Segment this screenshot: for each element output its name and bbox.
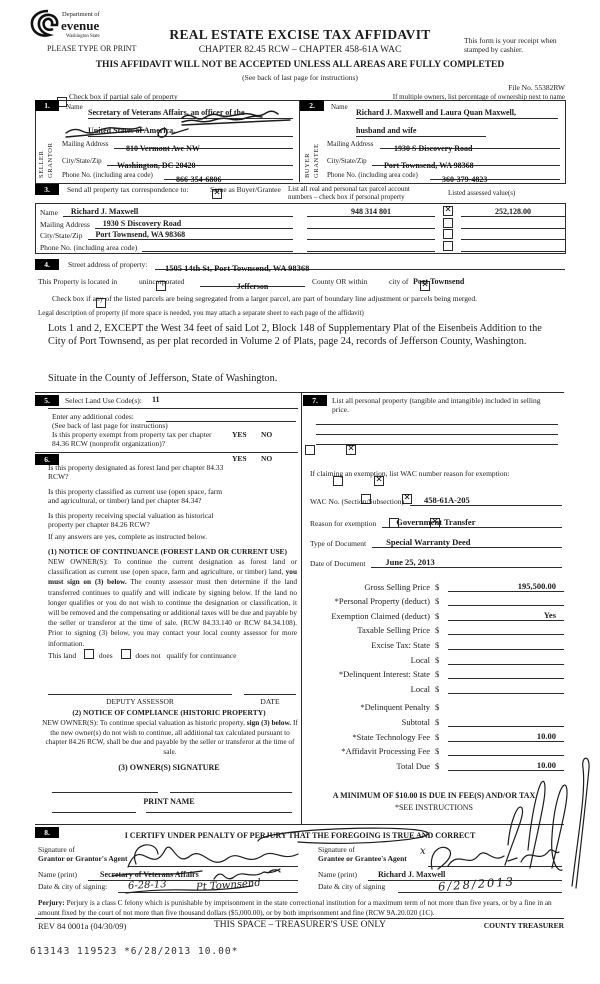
owner-signature-line-1[interactable] — [52, 792, 158, 793]
city-of-label: city of — [389, 277, 409, 286]
doc-date-value: June 25, 2013 — [371, 558, 562, 568]
additional-codes-field[interactable] — [146, 412, 296, 422]
assessed-value-2 — [461, 228, 565, 229]
forest-land-question: Is this property designated as forest land per chapter 84.33 RCW? — [48, 463, 224, 482]
corr-city-value: Port Townsend, WA 98368 — [88, 230, 294, 240]
grantee-agent-label: Grantee or Grantee's Agent — [318, 854, 407, 863]
buyer-mailing-field[interactable] — [380, 138, 560, 153]
parcel-header-line2: numbers – check box if personal property — [288, 193, 405, 201]
wac-value: 458-61A-205 — [410, 496, 562, 506]
certify-statement: I CERTIFY UNDER PENALTY OF PERJURY THAT THE FOREGOING IS TRUE AND CORRECT — [124, 831, 476, 840]
delinquent-penalty-row[interactable] — [306, 698, 564, 713]
assessed-value-4 — [461, 251, 565, 252]
buyer-city-label: City/State/Zip — [327, 157, 367, 165]
land-use-code-value[interactable]: 11 — [152, 395, 160, 404]
perjury-paragraph — [38, 898, 565, 917]
current-use-question: Is this property classified as current use (open space, farm and agricultural, or timber) land per chapter 84.34? — [48, 487, 223, 506]
grantee-signature-line[interactable] — [428, 866, 562, 867]
notice2-title: (2) NOTICE OF COMPLIANCE (HISTORIC PROPERTY) — [72, 708, 266, 717]
seller-phone-label: Phone No. (including area code) — [62, 171, 153, 179]
see-back-note: (See back of last page for instructions) — [242, 73, 358, 82]
grantor-name-print-label: Name (print) — [38, 870, 77, 879]
columns-divider — [301, 392, 302, 824]
does-not-checkbox[interactable] — [121, 649, 131, 659]
continuance-post: qualify for continuance — [166, 651, 237, 660]
perjury-text: Perjury is a class C felony which is punishable by imprisonment in the state correctional institution for a maximum term of not more than five years, or by a fine in an amount fixed by the court of not more than five thousand dollars ($5,000.00), or by both imprisonment and fine (RCW 9A.20.020 (1C). — [38, 898, 552, 917]
legal-description-text: Lots 1 and 2, EXCEPT the West 34 feet of said Lot 2, Block 148 of Supplementary Plat of the Eisenbeis Addition to the City of Port Townsend, as per plat recorded in Volume 2 of Plats, page 24, records of Jefferson County, Washington. — [48, 323, 542, 347]
exempt-no-checkbox[interactable] — [346, 445, 356, 455]
section2-number: 2. — [300, 100, 324, 111]
seller-mailing-value: 810 Vermont Ave NW — [126, 144, 200, 153]
seller-city-value: Washington, DC 20420 — [117, 161, 196, 170]
doc-date-label: Date of Document — [310, 559, 366, 568]
seller-phone-field[interactable] — [164, 169, 293, 184]
grantee-name-value: Richard J. Maxwell — [378, 870, 446, 879]
money-label: *Affidavit Processing Fee — [341, 746, 430, 757]
dollar-sign: $ — [435, 639, 440, 650]
buyer-name-line1: Richard J. Maxwell and Laura Quan Maxwell, — [356, 108, 558, 119]
delinquent-interest-local-row[interactable] — [306, 679, 564, 694]
does-not-label: does not — [135, 651, 161, 660]
section6-yes-header: YES — [232, 454, 247, 463]
seller-side-label — [37, 126, 55, 178]
seller-side-word1: SELLER — [38, 150, 45, 178]
corr-name-value: Richard J. Maxwell — [63, 207, 293, 217]
warning-line: THIS AFFIDAVIT WILL NOT BE ACCEPTED UNLESS ALL AREAS ARE FULLY COMPLETED — [95, 60, 505, 70]
section7-number: 7. — [303, 395, 327, 406]
grantor-city-handwritten: Pt Townsend — [195, 877, 262, 894]
doc-type-label: Type of Document — [310, 539, 367, 548]
dollar-sign: $ — [435, 716, 440, 727]
situate-text: Situate in the County of Jefferson, State of Washington. — [48, 373, 278, 384]
money-value — [448, 634, 564, 635]
affidavit-processing-fee-row[interactable] — [306, 742, 564, 757]
money-value — [448, 693, 564, 694]
additional-codes-label: Enter any additional codes: — [52, 412, 134, 421]
excise-tax-state-row[interactable] — [306, 635, 564, 650]
wac-label: WAC No. (Section/Subsection) — [310, 497, 404, 506]
exempt-question: Is this property exempt from property tax per chapter 84.36 RCW (nonprofit organization)? — [52, 430, 212, 449]
seller-side-word2: GRANTOR — [47, 142, 54, 178]
logo-brand-text: evenue — [61, 18, 100, 33]
county-treasurer-label: COUNTY TREASURER — [483, 921, 564, 930]
grantee-date-handwritten: 6/28/2013 — [437, 874, 516, 894]
owner-signature-line-2[interactable] — [170, 792, 292, 793]
historical-question: Is this property receiving special valuation as historical property per chapter 84.26 RCW? — [48, 511, 214, 530]
notice2-text-c: If the new owner(s) do not wish to continue, all additional tax calculated pursuant to chapter 84.26 RCW, shall be due and payable by the seller or transferor at the time of sale. — [45, 718, 298, 756]
legal-description-label: Legal description of property (if more space is needed, you may attach a separate sheet to each page of the affidavit) — [38, 309, 364, 317]
perjury-label: Perjury: — [38, 898, 65, 907]
section3-number: 3. — [35, 184, 59, 195]
form-chapter: CHAPTER 82.45 RCW – CHAPTER 458-61A WAC — [198, 45, 402, 55]
dollar-sign: $ — [435, 683, 440, 694]
delinquent-interest-state-row[interactable] — [306, 665, 564, 680]
wac-row[interactable] — [310, 496, 562, 506]
parcel-header-line1: List all real and personal tax parcel account — [288, 185, 410, 193]
seller-phone-value: 866-354-6806 — [176, 175, 222, 184]
doc-type-value: Special Warranty Deed — [372, 538, 562, 548]
dollar-sign: $ — [435, 654, 440, 665]
grantee-x-mark: x — [420, 846, 426, 857]
located-in-label: This Property is located in — [38, 277, 118, 286]
buyer-mailing-label: Mailing Address — [327, 140, 374, 148]
print-name-line-1[interactable] — [52, 812, 136, 813]
personal-property-label: List all personal property (tangible and intangible) included in selling price. — [332, 396, 541, 415]
buyer-name-label: Name — [331, 103, 348, 111]
section4-number: 4. — [35, 259, 59, 270]
please-type-or-print: PLEASE TYPE OR PRINT — [47, 44, 137, 53]
partial-sale-label: Check box if partial sale of property — [69, 92, 178, 101]
corr-phone-value — [142, 251, 293, 252]
dollar-sign: $ — [435, 702, 440, 713]
logo-dept-text: Department of — [62, 11, 100, 18]
grantee-date-line[interactable] — [398, 892, 562, 893]
treasurer-space-label: THIS SPACE – TREASURER'S USE ONLY — [213, 920, 387, 930]
does-label: does — [98, 651, 113, 660]
seller-mailing-label: Mailing Address — [62, 140, 109, 148]
deputy-date-line[interactable] — [244, 694, 296, 695]
unincorporated-label: unincorporated — [139, 277, 185, 286]
money-value — [448, 649, 564, 650]
money-label: Taxable Selling Price — [357, 625, 430, 636]
total-due-row[interactable] — [306, 756, 564, 771]
segregated-label: Check box if any of the listed parcels are being segregated from a larger parcel, are part of boundary line adjustment or parcels being merged. — [52, 294, 477, 303]
exemption-note: If claiming an exemption, list WAC number reason for exemption: — [310, 469, 510, 478]
section5-see-back: (See back of last page for instructions) — [52, 421, 168, 430]
multiple-owners-note: If multiple owners, list percentage of ownership next to name — [392, 93, 565, 101]
seller-name-label: Name — [66, 103, 83, 111]
parcel-personal-checkbox-1[interactable] — [443, 206, 453, 216]
section5-rule — [48, 408, 298, 409]
reason-row[interactable] — [310, 518, 562, 528]
personal-property-line-2[interactable] — [316, 434, 558, 435]
money-label: Local — [410, 683, 430, 694]
see-instructions-note: *SEE INSTRUCTIONS — [394, 803, 473, 812]
buyer-phone-field[interactable] — [430, 169, 560, 184]
corr-name-label: Name — [40, 208, 58, 218]
money-value — [448, 605, 564, 606]
county-or-label: County OR within — [312, 277, 368, 286]
reason-value: Government Transfer — [382, 518, 562, 528]
money-label: *State Technology Fee — [352, 731, 430, 742]
money-value — [448, 664, 564, 665]
if-yes-note: If any answers are yes, complete as instructed below. — [48, 532, 208, 541]
dollar-sign: $ — [435, 610, 440, 621]
city-of-value: Port Townsend — [413, 277, 465, 286]
grantor-signature-line[interactable] — [128, 866, 298, 867]
gross-selling-price-row[interactable] — [306, 577, 564, 592]
buyer-city-value: Port Townsend, WA 98368 — [384, 161, 474, 170]
exemption-claimed-row[interactable] — [306, 606, 564, 621]
land-use-label: Select Land Use Code(s): — [65, 396, 142, 405]
parties-divider — [299, 100, 300, 182]
money-label: Excise Tax: State — [371, 639, 430, 650]
money-value — [448, 755, 564, 756]
grantor-name-line[interactable] — [88, 880, 298, 881]
seller-name-line1: Secretary of Veterans Affairs, an officer of the — [88, 108, 293, 119]
deputy-assessor-line[interactable] — [48, 694, 232, 695]
money-label: Local — [410, 654, 430, 665]
dollar-sign: $ — [435, 669, 440, 680]
buyer-side-word2: GRANTEE — [313, 143, 320, 178]
notice2-text-a: NEW OWNER(S): To continue special valuation as historic property, — [42, 718, 247, 727]
money-label: Gross Selling Price — [364, 581, 430, 592]
money-value — [448, 678, 564, 679]
section6-no-header: NO — [261, 454, 273, 463]
parcel-number-2 — [307, 228, 435, 229]
doc-type-row[interactable] — [310, 538, 562, 548]
section6-top-rule — [35, 452, 298, 453]
money-label: Exemption Claimed (deduct) — [331, 610, 430, 621]
notice2-text-b: sign (3) below. — [246, 718, 292, 727]
excise-tax-local-row[interactable] — [306, 650, 564, 665]
assessed-value-1: 252,128.00 — [461, 207, 565, 217]
section8-number: 8. — [35, 827, 59, 838]
correspondence-box — [35, 203, 566, 254]
dollar-sign: $ — [435, 625, 440, 636]
treasurer-stamp: 613143 119523 *6/28/2013 10.00* — [30, 946, 239, 957]
buyer-name-field[interactable] — [356, 102, 558, 138]
minimum-due-note: A MINIMUM OF $10.00 IS DUE IN FEE(S) AND/OR TAX — [332, 791, 536, 800]
exempt-yes-checkbox[interactable] — [305, 445, 315, 455]
section1-number: 1. — [35, 100, 59, 111]
personal-property-line-1[interactable] — [316, 424, 558, 425]
county-value: Jefferson — [236, 282, 269, 291]
money-value — [448, 726, 564, 727]
section6-number: 6. — [35, 454, 59, 465]
grantee-name-print-label: Name (print) — [318, 870, 357, 879]
grantor-agent-label: Grantor or Grantor's Agent — [38, 854, 128, 863]
county-field[interactable] — [200, 276, 305, 291]
print-name-line-2[interactable] — [146, 812, 292, 813]
section5-yes-header: YES — [232, 430, 247, 439]
grantor-signature-of-label: Signature of — [38, 845, 75, 854]
buyer-phone-label: Phone No. (including area code) — [327, 171, 418, 179]
footer-rule — [35, 918, 564, 919]
buyer-city-field[interactable] — [372, 155, 560, 170]
seller-mailing-field[interactable] — [114, 138, 293, 153]
personal-property-line-3[interactable] — [316, 444, 558, 445]
grantor-date-handwritten: 6-28-13 — [127, 878, 167, 893]
deputy-assessor-label: DEPUTY ASSESSOR — [106, 697, 174, 706]
grantor-date-label: Date & city of signing: — [38, 882, 108, 891]
parcel-personal-checkbox-4[interactable] — [443, 241, 453, 251]
dollar-sign: $ — [435, 581, 440, 592]
money-label: *Personal Property (deduct) — [334, 596, 430, 607]
notice2-paragraph — [42, 718, 298, 756]
money-value: 195,500.00 — [448, 581, 564, 592]
money-value: Yes — [448, 610, 564, 621]
parcel-number-3 — [307, 239, 435, 240]
receipt-note: This form is your receipt when stamped by cashier. — [464, 36, 557, 55]
money-value: 10.00 — [448, 760, 564, 771]
same-as-buyer-label: Same as Buyer/Grantee — [210, 185, 281, 194]
reason-label: Reason for exemption — [310, 519, 377, 528]
dollar-sign: $ — [435, 596, 440, 607]
buyer-side-label — [303, 126, 321, 178]
parcel-row[interactable] — [36, 229, 565, 240]
does-checkbox[interactable] — [84, 649, 94, 659]
taxable-selling-price-row[interactable] — [306, 621, 564, 636]
buyer-name-line2: husband and wife — [356, 126, 486, 137]
doc-date-row[interactable] — [310, 558, 562, 568]
file-number: File No. 55382RW — [508, 83, 565, 92]
street-address-field[interactable] — [155, 258, 565, 273]
grantor-name-handwritten-scribble — [214, 869, 280, 879]
grantee-date-label: Date & city of signing — [318, 882, 386, 891]
street-address-label: Street address of property: — [68, 260, 148, 269]
logo-state-text: Washington State — [66, 34, 100, 39]
parcel-row[interactable] — [36, 217, 565, 228]
dollar-sign: $ — [435, 731, 440, 742]
deputy-date-label: DATE — [260, 697, 280, 706]
continuance-row — [48, 649, 236, 660]
parcel-personal-checkbox-3[interactable] — [443, 229, 453, 239]
buyer-mailing-value: 1930 S Discovery Road — [394, 144, 473, 153]
dollar-sign: $ — [435, 760, 440, 771]
notice1-paragraph — [48, 557, 297, 649]
notice1-text-b: you must sign on (3) below. — [48, 567, 297, 587]
corr-phone-label: Phone No. (including area code) — [40, 242, 138, 252]
parcel-row[interactable] — [36, 206, 565, 217]
subtotal-row[interactable] — [306, 712, 564, 727]
parcel-number-1: 948 314 801 — [307, 207, 435, 217]
buyer-side-word1: BUYER — [304, 152, 311, 178]
seller-city-label: City/State/Zip — [62, 157, 102, 165]
section8-top-rule — [35, 824, 564, 825]
corr-city-label: City/State/Zip — [40, 231, 83, 241]
seller-name-field[interactable] — [88, 102, 293, 138]
parcel-personal-checkbox-2[interactable] — [443, 218, 453, 228]
seller-city-field[interactable] — [107, 155, 293, 170]
section5-no-header: NO — [261, 430, 273, 439]
money-label: *Delinquent Interest: State — [338, 669, 430, 680]
dept-of-revenue-logo — [28, 8, 158, 44]
street-address-value: 1505 14th St, Port Townsend, WA 98368 — [165, 263, 310, 273]
buyer-phone-value: 360-379-4823 — [442, 175, 488, 184]
money-value: 10.00 — [448, 731, 564, 742]
section5-number: 5. — [35, 395, 59, 406]
correspondence-label: Send all property tax correspondence to: — [67, 185, 189, 194]
grantee-signature-of-label: Signature of — [318, 845, 355, 854]
corr-mailing-label: Mailing Address — [40, 219, 90, 229]
notice1-text-c: The county assessor must then determine if the land transferred continues to qualify and will indicate by signing below. If the land no longer qualifies or you do not wish to continue the designation or classification, it will be removed and the compensating or additional taxes will be due and payable by the seller or transferor at the time of sale. (RCW 84.33.140 or RCW 84.34.108). Prior to signing (3) below, you may contact your local county assessor for more information. — [48, 577, 297, 648]
owner-signature-label: (3) OWNER(S) SIGNATURE — [118, 763, 220, 772]
parcel-number-4 — [307, 251, 435, 252]
grantor-signature-scribble — [128, 845, 298, 867]
form-title: REAL ESTATE EXCISE TAX AFFIDAVIT — [169, 27, 431, 42]
money-label: *Delinquent Penalty — [360, 702, 430, 713]
form-revision: REV 84 0001a (04/30/09) — [38, 921, 127, 931]
state-technology-fee-row[interactable] — [306, 727, 564, 742]
money-label: Subtotal — [401, 716, 430, 727]
notice1-title: (1) NOTICE OF CONTINUANCE (FOREST LAND OR CURRENT USE) — [48, 547, 288, 556]
continuance-pre: This land — [48, 651, 77, 660]
money-section — [306, 577, 564, 771]
columns-top-rule — [35, 392, 564, 393]
assessed-value-header: Listed assessed value(s) — [448, 189, 516, 197]
print-name-label: PRINT NAME — [143, 797, 195, 806]
parcel-row[interactable] — [36, 240, 565, 251]
notice1-text-a: NEW OWNER(S): To continue the current designation as forest land or classification as current use (open space, farm and agriculture, or timber) land, — [48, 557, 297, 577]
assessed-value-3 — [461, 239, 565, 240]
page-edge-pen-loop — [572, 758, 589, 888]
seller-name-line2: United States of America, — [88, 126, 293, 137]
personal-property-deduct-row[interactable] — [306, 592, 564, 607]
grantor-name-value: Secretary of Veterans Affairs — [100, 870, 199, 879]
money-label: Total Due — [396, 760, 430, 771]
dollar-sign: $ — [435, 746, 440, 757]
corr-mailing-value: 1930 S Discovery Road — [95, 219, 293, 229]
